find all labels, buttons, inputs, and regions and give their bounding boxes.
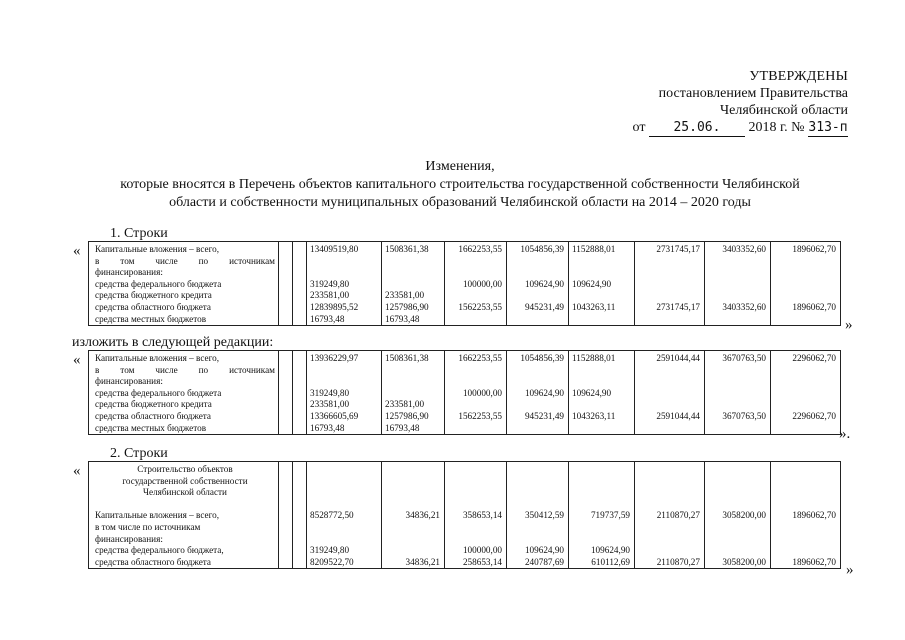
table-2-row <box>89 351 841 435</box>
table-3-year-col: 1896062,70 1896062,70 <box>771 462 841 569</box>
table-1-year-col: 1054856,39 109624,90 945231,49 <box>507 242 569 326</box>
table-1-year-col: 2731745,17 2731745,17 <box>635 242 705 326</box>
section-1-heading: 1. Строки <box>110 226 168 241</box>
table-2-year-col: 1054856,39 109624,90 945231,49 <box>507 351 569 435</box>
table-2-name-cell: Капитальные вложения – всего, в том числе по источникам финансирования: средства федерального бюджета средства бюджетного кредита средства областного бюджета средства местных бюджетов <box>89 351 279 435</box>
table-3-row <box>89 462 841 569</box>
table-3-total-col: 8528772,50 319249,80 8209522,70 <box>307 462 382 569</box>
section-2-heading: 2. Строки <box>110 446 168 461</box>
approval-line2: Челябинской области <box>720 103 848 118</box>
document-title <box>60 158 860 212</box>
table-2-total-col: 13936229,97 319249,80 233581,00 13366605,69 16793,48 <box>307 351 382 435</box>
date-prefix: от <box>632 120 646 135</box>
open-quote-1: « <box>73 243 81 259</box>
table-1-empty-col <box>293 242 307 326</box>
approval-line1: постановлением Правительства <box>658 86 848 101</box>
title-line2: которые вносятся в Перечень объектов капитального строительства государственной собственности Челябинской <box>120 177 800 192</box>
table-1-total-col: 13409519,80 319249,80 233581,00 12839895,52 16793,48 <box>307 242 382 326</box>
table-2-year-col: 3670763,50 3670763,50 <box>705 351 771 435</box>
title-line3: области и собственности муниципальных образований Челябинской области на 2014 – 2020 годы <box>169 195 751 210</box>
table-2-year-col: 1662253,55 100000,00 1562253,55 <box>445 351 507 435</box>
table-1-empty-col <box>279 242 293 326</box>
table-3-year-col: 350412,59 109624,90 240787,69 <box>507 462 569 569</box>
table-3-year-col: 358653,14 100000,00 258653,14 <box>445 462 507 569</box>
table-2-year-col: 1152888,01 109624,90 1043263,11 <box>569 351 635 435</box>
approval-block <box>633 68 848 137</box>
table-3-year-col: 719737,59 109624,90 610112,69 <box>569 462 635 569</box>
close-quote-2: ». <box>839 426 851 442</box>
table-2 <box>88 350 841 435</box>
table-3-year-col: 3058200,00 3058200,00 <box>705 462 771 569</box>
approval-date-line <box>633 119 848 137</box>
decree-number: 313-п <box>808 120 848 135</box>
table-1-name-cell: Капитальные вложения – всего, в том числе по источникам финансирования: средства федерального бюджета средства бюджетного кредита средства областного бюджета средства местных бюджетов <box>89 242 279 326</box>
close-quote-3: » <box>846 562 854 578</box>
table-3 <box>88 461 841 569</box>
table-1-year-col: 1508361,38 233581,00 1257986,90 16793,48 <box>382 242 445 326</box>
title-line1: Изменения, <box>425 159 495 174</box>
table-1-year-col: 3403352,60 3403352,60 <box>705 242 771 326</box>
open-quote-3: « <box>73 463 81 479</box>
table-3-year-col: 34836,21 34836,21 <box>382 462 445 569</box>
table-2-empty-col <box>293 351 307 435</box>
date-value: 25.06. <box>649 119 745 137</box>
open-quote-2: « <box>73 352 81 368</box>
table-2-year-col: 1508361,38 233581,00 1257986,90 16793,48 <box>382 351 445 435</box>
table-1 <box>88 241 841 326</box>
table-1-year-col: 1896062,70 1896062,70 <box>771 242 841 326</box>
table-1-row <box>89 242 841 326</box>
table-3-name-cell: Строительство объектов государственной собственности Челябинской области Капитальные вложения – всего, в том числе по источникам финансирования: средства федерального бюджета, средства областного бюджета <box>89 462 279 569</box>
approval-heading: УТВЕРЖДЕНЫ <box>749 69 848 84</box>
table-2-year-col: 2591044,44 2591044,44 <box>635 351 705 435</box>
year-text: 2018 г. № <box>748 120 805 135</box>
table-3-empty-col <box>293 462 307 569</box>
close-quote-1: » <box>845 317 853 333</box>
table-2-empty-col <box>279 351 293 435</box>
table-2-year-col: 2296062,70 2296062,70 <box>771 351 841 435</box>
table-1-year-col: 1662253,55 100000,00 1562253,55 <box>445 242 507 326</box>
table-3-year-col: 2110870,27 2110870,27 <box>635 462 705 569</box>
replace-heading: изложить в следующей редакции: <box>72 335 274 350</box>
table-3-empty-col <box>279 462 293 569</box>
table-1-year-col: 1152888,01 109624,90 1043263,11 <box>569 242 635 326</box>
